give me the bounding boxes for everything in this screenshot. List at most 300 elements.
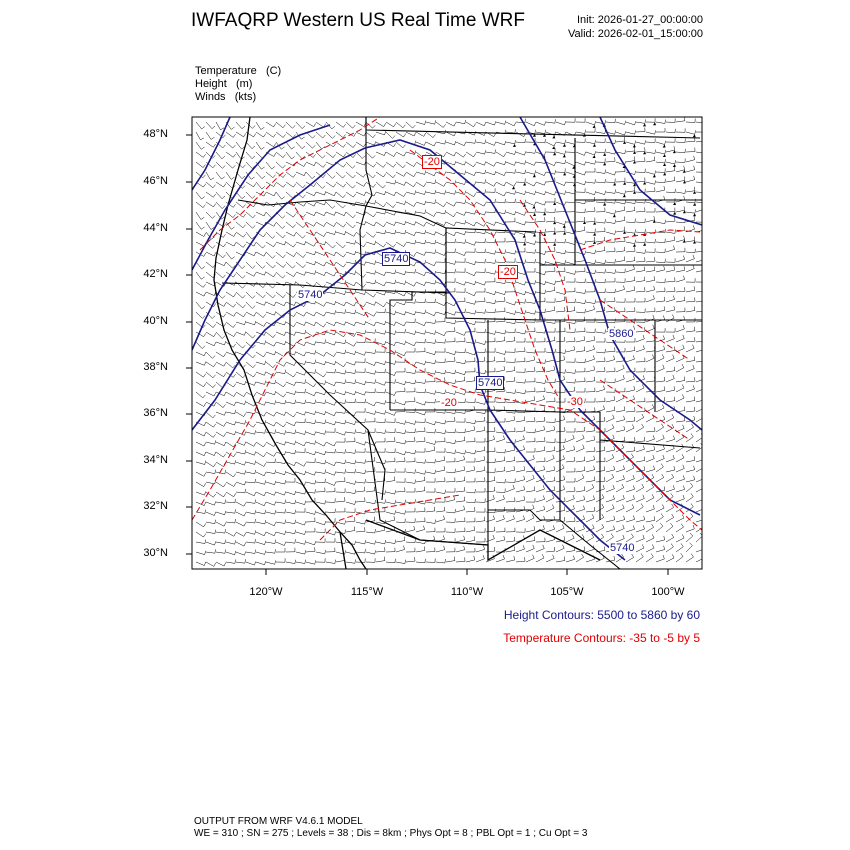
- wind-barb: [376, 242, 386, 247]
- wind-barb: [646, 435, 655, 442]
- wind-barb: [586, 250, 596, 254]
- wind-barb: [646, 118, 655, 122]
- wind-barb: [636, 516, 645, 522]
- wind-barb: [566, 517, 575, 522]
- wind-barb: [346, 251, 356, 255]
- lon-label: 105°W: [550, 586, 584, 598]
- wind-barb: [296, 400, 306, 404]
- wind-barb: [286, 132, 296, 138]
- wind-barb: [556, 140, 566, 144]
- wind-barb: [196, 202, 206, 208]
- wind-barb: [666, 474, 674, 482]
- wind-barb: [436, 528, 445, 532]
- wind-barb: [666, 167, 675, 172]
- wind-barb: [396, 358, 405, 362]
- wind-barb: [506, 129, 515, 133]
- wind-barb: [466, 458, 475, 462]
- wind-barb: [206, 372, 216, 378]
- wind-barb: [286, 382, 296, 386]
- wind-barb: [426, 240, 436, 244]
- wind-barb: [416, 210, 426, 214]
- wind-barb: [346, 332, 356, 337]
- wind-barb: [556, 221, 566, 225]
- wind-barb: [406, 526, 415, 532]
- wind-barb: [366, 350, 376, 354]
- wind-barb: [586, 140, 596, 144]
- wind-barb-flag: [533, 174, 536, 177]
- wind-barb: [256, 462, 266, 467]
- wind-barb: [346, 122, 355, 128]
- wind-barb: [616, 247, 625, 252]
- wind-barb: [286, 372, 296, 377]
- wind-barb: [546, 349, 555, 353]
- wind-barb: [596, 386, 605, 392]
- wind-barb: [676, 196, 685, 202]
- temperature-contour-label: -20: [424, 156, 440, 168]
- wind-barb: [386, 540, 396, 544]
- wind-barb: [386, 222, 396, 226]
- wind-barb: [576, 152, 586, 156]
- wind-barb: [436, 546, 445, 552]
- wind-barb: [686, 337, 695, 342]
- wind-barb: [556, 182, 566, 186]
- wind-barb: [426, 558, 435, 562]
- wind-barb: [586, 306, 595, 312]
- wind-barb: [326, 382, 336, 386]
- wind-barb: [316, 162, 326, 167]
- wind-barb: [226, 560, 236, 564]
- wind-barb: [546, 389, 556, 393]
- wind-barb: [336, 242, 345, 248]
- wind-barb: [436, 516, 445, 522]
- wind-barb: [336, 340, 346, 344]
- wind-barb: [626, 207, 635, 212]
- wind-barb: [406, 269, 415, 273]
- wind-barb: [536, 261, 546, 265]
- wind-barb: [316, 232, 326, 237]
- wind-barb: [636, 335, 644, 342]
- wind-barb: [276, 430, 286, 434]
- wind-barb: [636, 358, 645, 362]
- wind-barb: [316, 391, 326, 395]
- wind-barb: [336, 252, 346, 257]
- wind-barb: [326, 172, 335, 179]
- wind-barb: [426, 339, 436, 343]
- wind-barb: [586, 229, 595, 233]
- wind-barb: [446, 351, 456, 355]
- wind-barb: [306, 560, 316, 564]
- wind-barb: [216, 192, 225, 199]
- wind-barb-flag: [523, 183, 526, 186]
- wind-barb: [536, 172, 546, 176]
- wind-barb: [516, 191, 526, 195]
- wind-barb: [696, 307, 705, 312]
- wind-barb: [256, 532, 266, 536]
- wind-barb: [206, 480, 216, 484]
- wind-barb: [606, 307, 615, 312]
- wind-barb: [366, 302, 376, 306]
- wind-barb: [686, 407, 695, 412]
- wind-barb: [246, 372, 256, 377]
- wind-barb: [566, 535, 574, 543]
- wind-barb: [406, 202, 416, 207]
- wind-barb: [346, 322, 356, 326]
- wind-barb: [396, 341, 406, 345]
- wind-barb: [516, 330, 526, 334]
- wind-barb: [536, 437, 545, 442]
- wind-barb: [416, 272, 426, 276]
- wind-barb: [236, 302, 246, 308]
- wind-barb: [686, 166, 695, 172]
- wind-barb: [466, 478, 475, 482]
- wind-barb: [316, 430, 326, 434]
- wind-barb: [586, 191, 596, 195]
- wind-barb: [546, 281, 556, 285]
- wind-barb: [486, 495, 494, 502]
- wind-barb: [206, 452, 216, 456]
- wind-barb: [396, 388, 405, 393]
- wind-barb: [396, 192, 406, 197]
- wind-barb: [586, 168, 595, 172]
- wind-barb: [656, 288, 665, 293]
- wind-barb: [556, 160, 566, 164]
- wind-barb: [276, 262, 286, 268]
- wind-barb: [576, 162, 586, 166]
- wind-barb: [456, 391, 466, 395]
- wind-barb: [226, 519, 235, 523]
- wind-barb: [666, 246, 675, 252]
- wind-barb: [346, 192, 356, 197]
- wind-barb: [296, 442, 306, 446]
- wind-barb: [666, 455, 674, 462]
- wind-barb: [386, 510, 396, 514]
- wind-barb: [276, 332, 286, 336]
- wind-barb: [576, 217, 585, 222]
- wind-barb: [486, 222, 496, 226]
- wind-barb: [336, 409, 346, 413]
- wind-barb: [396, 510, 406, 514]
- wind-barb: [566, 358, 575, 362]
- wind-barb: [516, 476, 525, 482]
- wind-barb: [536, 388, 545, 392]
- wind-barb: [646, 505, 654, 512]
- wind-barb: [256, 392, 266, 396]
- wind-barb: [546, 228, 555, 233]
- wind-barb: [306, 411, 316, 415]
- wind-barb: [676, 166, 685, 172]
- wind-barb: [436, 490, 446, 494]
- wind-barb: [536, 426, 545, 432]
- wind-barb: [236, 552, 246, 556]
- wind-barb: [386, 437, 395, 442]
- wind-barb: [276, 460, 286, 464]
- wind-barb: [596, 406, 605, 413]
- wind-barb: [306, 202, 316, 206]
- wind-barb: [586, 484, 594, 492]
- wind-barb: [436, 339, 445, 343]
- wind-barb: [326, 272, 336, 276]
- wind-barb: [616, 286, 625, 293]
- wind-barb: [366, 152, 375, 158]
- wind-barb: [466, 406, 475, 412]
- wind-barb: [336, 488, 345, 492]
- wind-barb: [496, 308, 505, 312]
- wind-barb: [296, 431, 306, 435]
- wind-barb: [296, 389, 305, 393]
- wind-barb: [396, 182, 406, 186]
- wind-barb: [546, 494, 554, 502]
- wind-barb: [246, 492, 256, 496]
- wind-barb: [286, 520, 296, 524]
- wind-barb: [276, 520, 286, 524]
- wind-barb: [676, 325, 684, 332]
- wind-barb: [656, 279, 665, 283]
- wind-barb: [646, 286, 655, 292]
- wind-barb: [356, 459, 366, 463]
- wind-barb: [266, 192, 276, 196]
- wind-barb: [236, 381, 246, 385]
- wind-barb: [326, 462, 336, 466]
- wind-barb: [436, 122, 446, 128]
- wind-barb: [476, 298, 485, 303]
- wind-barb: [566, 428, 575, 432]
- wind-barb: [696, 405, 704, 412]
- wind-barb: [536, 554, 544, 562]
- wind-barb: [406, 450, 416, 454]
- wind-barb: [236, 321, 246, 325]
- wind-barb: [296, 471, 306, 475]
- wind-barb: [666, 436, 675, 442]
- wind-barb-flag: [523, 242, 526, 245]
- wind-barb-flag: [593, 144, 596, 147]
- wind-barb: [696, 256, 705, 262]
- wind-barb: [616, 365, 624, 372]
- wind-barb: [306, 458, 315, 462]
- wind-barb: [656, 220, 666, 224]
- wind-barb: [496, 489, 505, 493]
- wind-barb: [516, 466, 525, 472]
- wind-barb: [446, 417, 455, 422]
- wind-barb: [566, 418, 575, 422]
- wind-barb: [616, 525, 624, 532]
- wind-barb: [436, 232, 446, 236]
- wind-barb: [266, 342, 276, 346]
- wind-barb: [416, 191, 426, 195]
- wind-barb: [416, 310, 426, 314]
- wind-barb: [326, 352, 336, 357]
- wind-barb: [636, 119, 646, 123]
- wind-barb: [566, 190, 576, 194]
- wind-barb: [506, 367, 515, 372]
- wind-barb: [346, 527, 355, 532]
- wind-barb: [226, 460, 236, 464]
- wind-barb: [306, 451, 316, 455]
- wind-barb: [366, 370, 376, 374]
- wind-barb: [446, 261, 456, 265]
- wind-barb: [246, 362, 256, 368]
- wind-barb: [656, 555, 664, 562]
- wind-barb: [296, 322, 306, 326]
- wind-barb: [426, 262, 436, 266]
- wind-barb: [646, 524, 654, 532]
- wind-barb: [556, 239, 565, 243]
- wind-barb: [466, 222, 476, 226]
- wind-barb: [226, 492, 236, 497]
- wind-barb: [276, 222, 285, 229]
- wind-barb: [546, 366, 555, 372]
- wind-barb: [486, 171, 496, 175]
- wind-barb: [256, 272, 266, 276]
- wind-barb: [636, 398, 645, 402]
- wind-barb: [296, 122, 305, 129]
- wind-barb: [366, 212, 376, 217]
- wind-barb-flag: [653, 122, 656, 125]
- wind-barb-flag: [603, 203, 606, 206]
- wind-barb: [616, 121, 626, 125]
- wind-barb: [686, 476, 695, 482]
- wind-barb: [226, 362, 235, 368]
- wind-barb: [336, 231, 346, 235]
- wind-barb: [286, 262, 295, 268]
- wind-barb-flag: [523, 235, 526, 238]
- wind-barb: [416, 230, 426, 234]
- wind-barb: [306, 212, 316, 216]
- wind-barb: [566, 495, 574, 502]
- wind-barb: [356, 448, 365, 452]
- wind-barb: [686, 357, 695, 363]
- wind-barb: [356, 122, 366, 127]
- wind-barb: [506, 528, 515, 532]
- wind-barb: [206, 222, 214, 230]
- wind-barb-flag: [703, 203, 706, 206]
- wind-barb: [496, 357, 505, 362]
- wind-barb: [256, 541, 266, 545]
- wind-barb: [456, 418, 465, 422]
- wind-barb: [426, 172, 436, 176]
- wind-barb: [226, 132, 236, 137]
- wind-barb: [426, 399, 435, 403]
- wind-barb: [426, 478, 435, 482]
- wind-barb: [316, 420, 326, 424]
- wind-barb: [646, 377, 655, 382]
- wind-barb: [426, 520, 436, 524]
- wind-barb: [666, 129, 675, 133]
- wind-barb: [476, 477, 485, 482]
- wind-barb: [646, 180, 656, 184]
- wind-barb: [506, 428, 515, 432]
- wind-barb: [506, 151, 516, 155]
- wind-barb: [286, 548, 295, 552]
- wind-barb: [236, 512, 246, 516]
- wind-barb: [206, 122, 215, 129]
- wind-barb: [256, 352, 266, 357]
- wind-barb: [216, 562, 226, 566]
- wind-barb: [656, 377, 665, 382]
- wind-barb: [606, 388, 615, 392]
- wind-barb: [296, 462, 306, 466]
- wind-barb: [676, 190, 686, 194]
- wind-barb: [676, 159, 685, 163]
- wind-barb: [266, 332, 276, 338]
- wind-barb: [606, 278, 615, 282]
- wind-barb: [346, 508, 355, 512]
- wind-barb: [506, 416, 515, 422]
- wind-barb: [506, 211, 516, 215]
- wind-barb: [346, 142, 356, 148]
- wind-barb: [516, 221, 526, 225]
- wind-barb: [326, 538, 335, 542]
- wind-barb: [396, 301, 406, 305]
- wind-barb: [646, 494, 654, 502]
- wind-barb: [356, 487, 365, 492]
- wind-barb: [376, 230, 386, 234]
- wind-barb: [656, 464, 663, 472]
- wind-barb: [676, 128, 685, 132]
- wind-barb: [296, 262, 306, 268]
- wind-barb: [316, 322, 326, 327]
- wind-barb: [396, 420, 406, 424]
- wind-barb: [496, 199, 505, 203]
- wind-barb: [196, 442, 206, 446]
- wind-barb: [366, 558, 375, 562]
- lat-label: 48°N: [143, 128, 168, 140]
- wind-barb: [616, 257, 625, 263]
- wind-barb: [526, 310, 536, 314]
- wind-barb: [676, 534, 684, 542]
- height-contour-legend: Height Contours: 5500 to 5860 by 60: [503, 608, 700, 622]
- wind-barb: [506, 182, 516, 186]
- wind-barb: [636, 249, 646, 253]
- wind-barb-flag: [553, 243, 556, 246]
- wind-barb: [606, 157, 615, 162]
- wind-barb: [376, 369, 385, 373]
- wind-barb: [496, 555, 505, 562]
- wind-barb: [386, 311, 396, 315]
- wind-barb-flag: [643, 243, 646, 246]
- wind-barb: [476, 268, 485, 272]
- wind-barb: [426, 488, 435, 492]
- wind-barb: [626, 347, 635, 352]
- wind-barb: [196, 402, 206, 407]
- wind-barb: [356, 520, 366, 524]
- wind-barb: [306, 480, 316, 484]
- wind-barb: [626, 307, 635, 312]
- wind-barb: [366, 540, 376, 544]
- wind-barb: [676, 384, 684, 392]
- wind-barb: [446, 548, 455, 552]
- wind-barb: [466, 368, 475, 372]
- wind-barb: [206, 212, 215, 218]
- wind-barb: [406, 370, 416, 374]
- wind-barb: [216, 352, 226, 357]
- wind-barb: [436, 318, 445, 322]
- wind-barb: [566, 162, 576, 166]
- wind-barb: [476, 438, 485, 442]
- wind-barb: [466, 210, 476, 214]
- wind-barb: [266, 292, 275, 298]
- wind-barb: [336, 460, 346, 464]
- wind-barb-flag: [623, 182, 626, 185]
- wind-barb: [476, 259, 485, 263]
- wind-barb: [386, 412, 396, 416]
- wind-barb: [686, 345, 694, 352]
- wind-barb: [636, 437, 645, 442]
- wind-barb: [646, 367, 655, 372]
- wind-barb: [276, 509, 285, 513]
- wind-barb: [586, 545, 595, 552]
- wind-barb: [286, 441, 296, 445]
- wind-barb-flag: [552, 135, 555, 138]
